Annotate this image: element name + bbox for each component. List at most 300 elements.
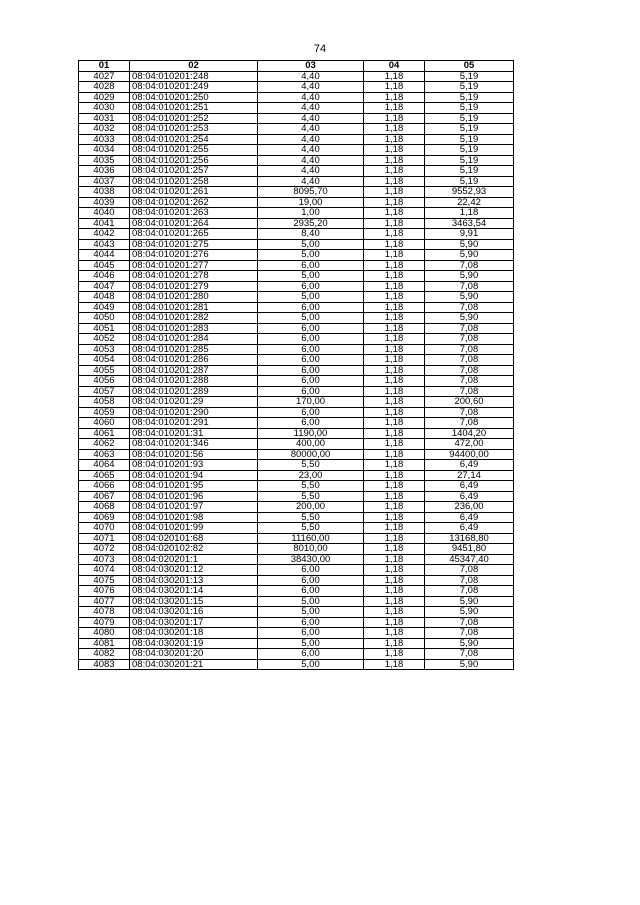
cell-row-number: 4052: [79, 334, 130, 345]
cell-value-03: 4,40: [258, 124, 364, 135]
table-row: [79, 649, 514, 660]
cell-value-03: 1,00: [258, 208, 364, 219]
cell-value-05: 5,19: [425, 176, 514, 187]
cell-coefficient-04: 1,18: [364, 187, 425, 198]
cell-value-03: 19,00: [258, 197, 364, 208]
cell-coefficient-04: 1,18: [364, 428, 425, 439]
cell-row-number: 4049: [79, 302, 130, 313]
cell-cadastral-number: 08:04:010201:261: [130, 187, 258, 198]
cell-coefficient-04: 1,18: [364, 418, 425, 429]
cell-value-05: 5,19: [425, 124, 514, 135]
cell-value-03: 1190,00: [258, 428, 364, 439]
cell-coefficient-04: 1,18: [364, 355, 425, 366]
cell-row-number: 4065: [79, 470, 130, 481]
cell-value-05: 7,08: [425, 355, 514, 366]
table-row: [79, 502, 514, 513]
table-row: [79, 596, 514, 607]
cell-value-05: 5,90: [425, 659, 514, 670]
cell-cadastral-number: 08:04:010201:278: [130, 271, 258, 282]
cell-row-number: 4031: [79, 113, 130, 124]
table-row: [79, 355, 514, 366]
cell-value-05: 5,90: [425, 292, 514, 303]
cell-cadastral-number: 08:04:010201:248: [130, 71, 258, 82]
table-row: [79, 397, 514, 408]
cell-row-number: 4030: [79, 103, 130, 114]
cell-value-03: 170,00: [258, 397, 364, 408]
cell-row-number: 4057: [79, 386, 130, 397]
cell-coefficient-04: 1,18: [364, 71, 425, 82]
cell-cadastral-number: 08:04:010201:275: [130, 239, 258, 250]
table-row: [79, 533, 514, 544]
cell-coefficient-04: 1,18: [364, 260, 425, 271]
cell-cadastral-number: 08:04:010201:257: [130, 166, 258, 177]
cell-value-05: 5,19: [425, 92, 514, 103]
cell-value-05: 7,08: [425, 302, 514, 313]
cell-coefficient-04: 1,18: [364, 533, 425, 544]
cell-coefficient-04: 1,18: [364, 460, 425, 471]
cell-value-03: 4,40: [258, 155, 364, 166]
table-body: [79, 71, 514, 670]
cell-row-number: 4071: [79, 533, 130, 544]
cell-value-05: 5,90: [425, 313, 514, 324]
cell-value-03: 4,40: [258, 113, 364, 124]
table-row: [79, 523, 514, 534]
cell-cadastral-number: 08:04:010201:262: [130, 197, 258, 208]
cell-value-03: 5,00: [258, 271, 364, 282]
cell-cadastral-number: 08:04:010201:263: [130, 208, 258, 219]
cell-row-number: 4046: [79, 271, 130, 282]
cell-value-05: 9,91: [425, 229, 514, 240]
cell-coefficient-04: 1,18: [364, 491, 425, 502]
cell-value-05: 5,19: [425, 103, 514, 114]
cell-cadastral-number: 08:04:010201:250: [130, 92, 258, 103]
cell-cadastral-number: 08:04:010201:264: [130, 218, 258, 229]
header-row: [79, 61, 514, 72]
cell-coefficient-04: 1,18: [364, 502, 425, 513]
cell-row-number: 4061: [79, 428, 130, 439]
cell-value-05: 236,00: [425, 502, 514, 513]
cell-row-number: 4075: [79, 575, 130, 586]
table-row: [79, 617, 514, 628]
cell-value-03: 5,50: [258, 481, 364, 492]
cell-value-03: 5,00: [258, 638, 364, 649]
cell-coefficient-04: 1,18: [364, 617, 425, 628]
cell-cadastral-number: 08:04:030201:16: [130, 607, 258, 618]
cell-row-number: 4055: [79, 365, 130, 376]
cell-value-05: 6,49: [425, 460, 514, 471]
cell-value-03: 5,00: [258, 250, 364, 261]
table-row: [79, 166, 514, 177]
cell-cadastral-number: 08:04:010201:291: [130, 418, 258, 429]
cell-coefficient-04: 1,18: [364, 334, 425, 345]
cell-coefficient-04: 1,18: [364, 575, 425, 586]
cell-row-number: 4050: [79, 313, 130, 324]
cell-value-03: 4,40: [258, 92, 364, 103]
cell-cadastral-number: 08:04:020201:1: [130, 554, 258, 565]
cell-value-03: 6,00: [258, 334, 364, 345]
cell-row-number: 4076: [79, 586, 130, 597]
cell-coefficient-04: 1,18: [364, 365, 425, 376]
cell-value-05: 7,08: [425, 386, 514, 397]
table-row: [79, 92, 514, 103]
cell-cadastral-number: 08:04:020101:68: [130, 533, 258, 544]
cell-row-number: 4042: [79, 229, 130, 240]
cell-row-number: 4066: [79, 481, 130, 492]
table-header: [79, 61, 514, 72]
cell-cadastral-number: 08:04:010201:31: [130, 428, 258, 439]
cell-cadastral-number: 08:04:010201:252: [130, 113, 258, 124]
table-row: [79, 124, 514, 135]
cell-value-05: 5,19: [425, 71, 514, 82]
cell-value-03: 8095,70: [258, 187, 364, 198]
cell-coefficient-04: 1,18: [364, 628, 425, 639]
cell-row-number: 4069: [79, 512, 130, 523]
table-row: [79, 260, 514, 271]
cell-row-number: 4067: [79, 491, 130, 502]
cell-cadastral-number: 08:04:030201:12: [130, 565, 258, 576]
cell-row-number: 4080: [79, 628, 130, 639]
cell-cadastral-number: 08:04:010201:284: [130, 334, 258, 345]
table-row: [79, 460, 514, 471]
cell-value-03: 80000,00: [258, 449, 364, 460]
cell-value-05: 5,19: [425, 155, 514, 166]
cell-coefficient-04: 1,18: [364, 638, 425, 649]
cell-row-number: 4060: [79, 418, 130, 429]
cell-cadastral-number: 08:04:010201:285: [130, 344, 258, 355]
table-row: [79, 470, 514, 481]
table-row: [79, 71, 514, 82]
table-row: [79, 418, 514, 429]
table-row: [79, 239, 514, 250]
cell-cadastral-number: 08:04:010201:282: [130, 313, 258, 324]
table-row: [79, 544, 514, 555]
table-row: [79, 491, 514, 502]
cell-row-number: 4035: [79, 155, 130, 166]
cell-cadastral-number: 08:04:010201:287: [130, 365, 258, 376]
cell-coefficient-04: 1,18: [364, 449, 425, 460]
cell-cadastral-number: 08:04:010201:94: [130, 470, 258, 481]
cell-row-number: 4038: [79, 187, 130, 198]
cell-coefficient-04: 1,18: [364, 386, 425, 397]
cell-coefficient-04: 1,18: [364, 281, 425, 292]
cell-value-03: 6,00: [258, 386, 364, 397]
cell-row-number: 4083: [79, 659, 130, 670]
header-col-01: 01: [79, 61, 130, 72]
cell-row-number: 4054: [79, 355, 130, 366]
cell-value-03: 6,00: [258, 565, 364, 576]
cell-value-05: 6,49: [425, 523, 514, 534]
cell-cadastral-number: 08:04:010201:93: [130, 460, 258, 471]
cell-value-03: 5,50: [258, 512, 364, 523]
cell-coefficient-04: 1,18: [364, 302, 425, 313]
cell-cadastral-number: 08:04:030201:13: [130, 575, 258, 586]
cell-value-03: 6,00: [258, 344, 364, 355]
table-row: [79, 82, 514, 93]
cell-row-number: 4058: [79, 397, 130, 408]
cell-value-05: 9451,80: [425, 544, 514, 555]
cell-value-05: 27,14: [425, 470, 514, 481]
cell-cadastral-number: 08:04:030201:21: [130, 659, 258, 670]
cell-value-05: 7,08: [425, 418, 514, 429]
cell-cadastral-number: 08:04:010201:249: [130, 82, 258, 93]
cell-row-number: 4072: [79, 544, 130, 555]
table-row: [79, 376, 514, 387]
table-row: [79, 218, 514, 229]
cell-cadastral-number: 08:04:010201:265: [130, 229, 258, 240]
cell-row-number: 4070: [79, 523, 130, 534]
cell-row-number: 4068: [79, 502, 130, 513]
cell-value-03: 4,40: [258, 145, 364, 156]
table-row: [79, 145, 514, 156]
cell-value-03: 6,00: [258, 365, 364, 376]
cell-value-03: 8,40: [258, 229, 364, 240]
cell-row-number: 4028: [79, 82, 130, 93]
cell-coefficient-04: 1,18: [364, 659, 425, 670]
cell-cadastral-number: 08:04:010201:283: [130, 323, 258, 334]
cell-coefficient-04: 1,18: [364, 229, 425, 240]
cell-value-05: 6,49: [425, 512, 514, 523]
cell-cadastral-number: 08:04:010201:96: [130, 491, 258, 502]
cell-row-number: 4059: [79, 407, 130, 418]
cell-value-05: 5,90: [425, 239, 514, 250]
cell-cadastral-number: 08:04:030201:17: [130, 617, 258, 628]
cell-cadastral-number: 08:04:010201:254: [130, 134, 258, 145]
cell-cadastral-number: 08:04:010201:289: [130, 386, 258, 397]
cell-value-03: 4,40: [258, 103, 364, 114]
header-col-04: 04: [364, 61, 425, 72]
cell-cadastral-number: 08:04:010201:288: [130, 376, 258, 387]
cell-value-03: 4,40: [258, 166, 364, 177]
cell-value-05: 6,49: [425, 481, 514, 492]
cell-value-03: 5,50: [258, 491, 364, 502]
cell-coefficient-04: 1,18: [364, 292, 425, 303]
cell-coefficient-04: 1,18: [364, 145, 425, 156]
cell-value-03: 8010,00: [258, 544, 364, 555]
cell-cadastral-number: 08:04:010201:95: [130, 481, 258, 492]
cell-coefficient-04: 1,18: [364, 250, 425, 261]
cell-coefficient-04: 1,18: [364, 586, 425, 597]
cell-row-number: 4062: [79, 439, 130, 450]
cell-value-05: 7,08: [425, 260, 514, 271]
cell-value-05: 472,00: [425, 439, 514, 450]
cell-cadastral-number: 08:04:010201:251: [130, 103, 258, 114]
table-row: [79, 187, 514, 198]
cell-value-05: 5,19: [425, 113, 514, 124]
cell-row-number: 4041: [79, 218, 130, 229]
cell-coefficient-04: 1,18: [364, 239, 425, 250]
cell-coefficient-04: 1,18: [364, 439, 425, 450]
cell-coefficient-04: 1,18: [364, 323, 425, 334]
cell-row-number: 4078: [79, 607, 130, 618]
cell-coefficient-04: 1,18: [364, 481, 425, 492]
cell-row-number: 4045: [79, 260, 130, 271]
cell-row-number: 4039: [79, 197, 130, 208]
cell-value-03: 5,00: [258, 659, 364, 670]
cell-value-03: 6,00: [258, 302, 364, 313]
table-row: [79, 659, 514, 670]
cell-row-number: 4047: [79, 281, 130, 292]
table-row: [79, 481, 514, 492]
cell-value-05: 5,90: [425, 271, 514, 282]
table-row: [79, 386, 514, 397]
table-row: [79, 229, 514, 240]
cell-value-03: 5,50: [258, 523, 364, 534]
cell-row-number: 4044: [79, 250, 130, 261]
cell-value-05: 45347,40: [425, 554, 514, 565]
cell-cadastral-number: 08:04:010201:346: [130, 439, 258, 450]
cell-value-05: 1404,20: [425, 428, 514, 439]
cell-value-03: 6,00: [258, 376, 364, 387]
cell-value-05: 7,08: [425, 281, 514, 292]
table-row: [79, 155, 514, 166]
cell-value-03: 6,00: [258, 281, 364, 292]
cell-value-05: 5,19: [425, 134, 514, 145]
cell-row-number: 4033: [79, 134, 130, 145]
cell-cadastral-number: 08:04:010201:29: [130, 397, 258, 408]
cell-value-05: 3463,54: [425, 218, 514, 229]
cell-cadastral-number: 08:04:010201:277: [130, 260, 258, 271]
table-row: [79, 313, 514, 324]
cell-coefficient-04: 1,18: [364, 565, 425, 576]
cell-value-03: 6,00: [258, 260, 364, 271]
cell-cadastral-number: 08:04:010201:258: [130, 176, 258, 187]
cell-cadastral-number: 08:04:010201:99: [130, 523, 258, 534]
table-row: [79, 334, 514, 345]
cell-value-03: 6,00: [258, 617, 364, 628]
cell-row-number: 4082: [79, 649, 130, 660]
table-row: [79, 176, 514, 187]
cell-value-03: 2935,20: [258, 218, 364, 229]
cell-coefficient-04: 1,18: [364, 376, 425, 387]
cell-row-number: 4056: [79, 376, 130, 387]
table-row: [79, 134, 514, 145]
cell-coefficient-04: 1,18: [364, 124, 425, 135]
cell-row-number: 4040: [79, 208, 130, 219]
cell-value-05: 200,60: [425, 397, 514, 408]
table-row: [79, 512, 514, 523]
cell-value-03: 400,00: [258, 439, 364, 450]
cell-row-number: 4048: [79, 292, 130, 303]
cell-value-05: 94400,00: [425, 449, 514, 460]
cell-value-03: 5,00: [258, 596, 364, 607]
table-row: [79, 575, 514, 586]
cell-value-03: 5,00: [258, 607, 364, 618]
table-row: [79, 323, 514, 334]
cell-row-number: 4051: [79, 323, 130, 334]
cell-value-03: 4,40: [258, 134, 364, 145]
cell-value-05: 22,42: [425, 197, 514, 208]
cell-coefficient-04: 1,18: [364, 271, 425, 282]
table-row: [79, 302, 514, 313]
table-row: [79, 607, 514, 618]
cell-value-05: 5,90: [425, 638, 514, 649]
cell-coefficient-04: 1,18: [364, 92, 425, 103]
cell-coefficient-04: 1,18: [364, 166, 425, 177]
cell-value-05: 13168,80: [425, 533, 514, 544]
table-row: [79, 365, 514, 376]
cell-row-number: 4079: [79, 617, 130, 628]
cell-value-03: 11160,00: [258, 533, 364, 544]
cell-value-03: 5,00: [258, 313, 364, 324]
cell-cadastral-number: 08:04:030201:20: [130, 649, 258, 660]
cell-coefficient-04: 1,18: [364, 176, 425, 187]
cell-row-number: 4032: [79, 124, 130, 135]
cell-row-number: 4081: [79, 638, 130, 649]
table-row: [79, 638, 514, 649]
cell-value-05: 7,08: [425, 617, 514, 628]
cell-cadastral-number: 08:04:010201:97: [130, 502, 258, 513]
cell-row-number: 4037: [79, 176, 130, 187]
cell-coefficient-04: 1,18: [364, 344, 425, 355]
cell-value-03: 23,00: [258, 470, 364, 481]
table-row: [79, 439, 514, 450]
cell-value-05: 7,08: [425, 586, 514, 597]
cell-cadastral-number: 08:04:010201:290: [130, 407, 258, 418]
cell-row-number: 4063: [79, 449, 130, 460]
cell-value-03: 200,00: [258, 502, 364, 513]
table-row: [79, 113, 514, 124]
cell-coefficient-04: 1,18: [364, 82, 425, 93]
cell-value-03: 6,00: [258, 407, 364, 418]
cell-coefficient-04: 1,18: [364, 313, 425, 324]
cell-coefficient-04: 1,18: [364, 470, 425, 481]
cell-row-number: 4053: [79, 344, 130, 355]
cell-coefficient-04: 1,18: [364, 523, 425, 534]
cell-coefficient-04: 1,18: [364, 197, 425, 208]
cell-coefficient-04: 1,18: [364, 103, 425, 114]
cell-coefficient-04: 1,18: [364, 596, 425, 607]
cell-value-03: 6,00: [258, 586, 364, 597]
table-row: [79, 250, 514, 261]
cell-value-05: 5,19: [425, 145, 514, 156]
cell-coefficient-04: 1,18: [364, 512, 425, 523]
cell-cadastral-number: 08:04:010201:98: [130, 512, 258, 523]
cell-coefficient-04: 1,18: [364, 607, 425, 618]
cell-value-03: 6,00: [258, 355, 364, 366]
cell-value-05: 7,08: [425, 407, 514, 418]
cell-value-03: 6,00: [258, 323, 364, 334]
cell-row-number: 4034: [79, 145, 130, 156]
cell-cadastral-number: 08:04:010201:281: [130, 302, 258, 313]
data-table: [78, 60, 514, 670]
cell-coefficient-04: 1,18: [364, 397, 425, 408]
cell-value-05: 7,08: [425, 565, 514, 576]
table-row: [79, 197, 514, 208]
table-row: [79, 208, 514, 219]
table-row: [79, 344, 514, 355]
cell-value-05: 5,90: [425, 607, 514, 618]
cell-value-03: 6,00: [258, 418, 364, 429]
header-col-02: 02: [130, 61, 258, 72]
cell-coefficient-04: 1,18: [364, 544, 425, 555]
table-row: [79, 292, 514, 303]
cell-cadastral-number: 08:04:010201:286: [130, 355, 258, 366]
table-row: [79, 103, 514, 114]
cell-value-05: 5,90: [425, 250, 514, 261]
cell-value-05: 5,19: [425, 166, 514, 177]
cell-value-05: 7,08: [425, 334, 514, 345]
cell-row-number: 4077: [79, 596, 130, 607]
cell-cadastral-number: 08:04:010201:280: [130, 292, 258, 303]
cell-cadastral-number: 08:04:020102:82: [130, 544, 258, 555]
cell-cadastral-number: 08:04:030201:15: [130, 596, 258, 607]
cell-value-03: 4,40: [258, 71, 364, 82]
cell-cadastral-number: 08:04:010201:56: [130, 449, 258, 460]
cell-value-05: 7,08: [425, 575, 514, 586]
cell-value-03: 4,40: [258, 82, 364, 93]
cell-coefficient-04: 1,18: [364, 649, 425, 660]
cell-cadastral-number: 08:04:010201:255: [130, 145, 258, 156]
